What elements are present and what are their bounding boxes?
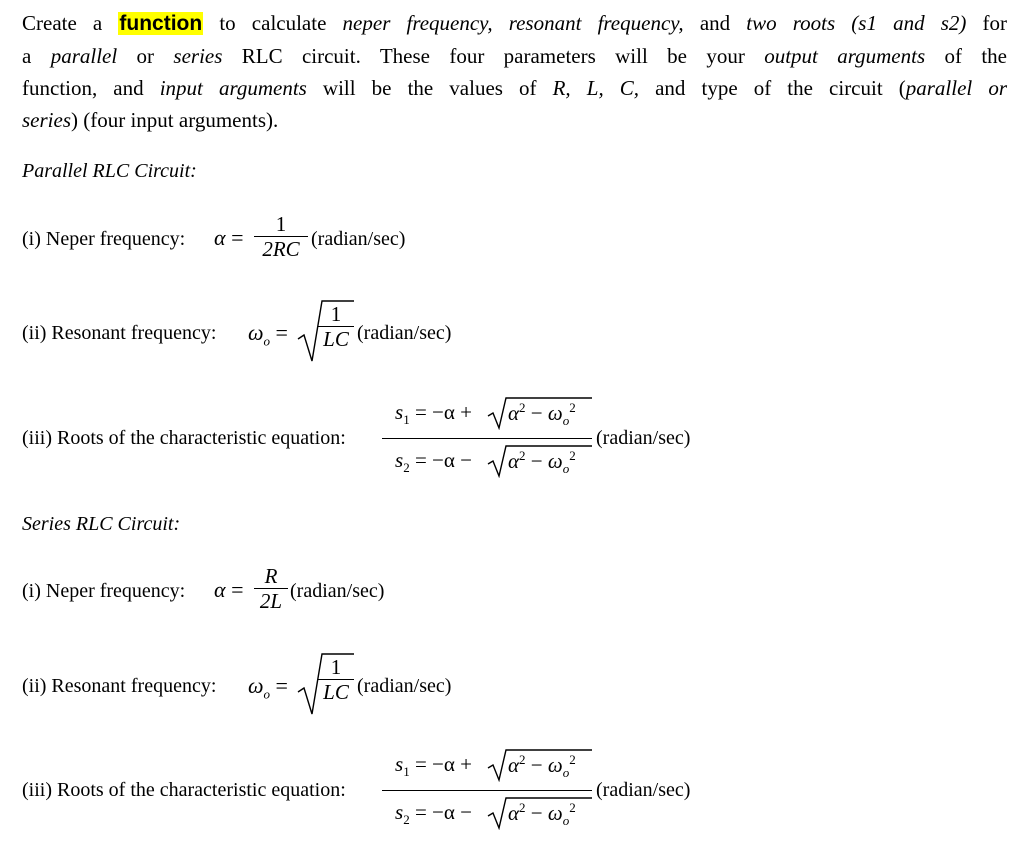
intro-text: Create a — [22, 11, 119, 35]
omega-symbol: ω — [248, 320, 264, 345]
square-exponent: 2 — [569, 800, 576, 815]
equals-sign: = — [275, 673, 288, 698]
minus-alpha: −α — [432, 800, 455, 824]
intro-text: of the — [925, 44, 1007, 68]
parallel-neper-label: (i) Neper frequency: — [22, 228, 186, 250]
fraction-numerator: 1 — [330, 302, 342, 326]
series-s2-radicand — [508, 800, 576, 829]
parallel-s1-equation — [395, 400, 472, 428]
s-symbol: s — [395, 400, 404, 424]
alpha-symbol: α — [214, 577, 226, 602]
intro-text: will be the values of — [306, 76, 553, 100]
intro-italic: R, L, C, — [552, 76, 640, 100]
plus-sign: + — [460, 400, 472, 424]
series-s1-radicand — [508, 752, 576, 781]
intro-italic: input arguments — [159, 76, 307, 100]
intro-italic: series — [22, 108, 71, 132]
series-roots-label: (iii) Roots of the characteristic equation: — [22, 779, 346, 801]
square-exponent: 2 — [569, 448, 576, 463]
intro-paragraph — [22, 7, 1007, 136]
minus-sign: − — [460, 800, 472, 824]
parallel-roots-unit: (radian/sec) — [596, 427, 691, 449]
s1-subscript: 1 — [403, 412, 410, 428]
parallel-resonant-unit: (radian/sec) — [357, 322, 452, 344]
s-symbol: s — [395, 800, 404, 824]
parallel-resonant-label: (ii) Resonant frequency: — [22, 322, 217, 344]
series-neper-fraction — [254, 564, 288, 613]
square-exponent: 2 — [519, 448, 526, 463]
equals-sign: = — [275, 320, 288, 345]
series-neper-lhs — [214, 577, 243, 603]
intro-line-1 — [22, 7, 1007, 40]
parallel-neper-fraction — [254, 212, 308, 261]
minus-alpha: −α — [432, 752, 455, 776]
omega-symbol: ω — [547, 753, 563, 777]
alpha-symbol: α — [508, 401, 520, 425]
square-exponent: 2 — [569, 400, 576, 415]
parallel-neper-unit: (radian/sec) — [311, 228, 406, 250]
series-s2-equation — [395, 800, 472, 828]
omega-subscript: o — [562, 813, 570, 829]
series-resonant-label: (ii) Resonant frequency: — [22, 675, 217, 697]
alpha-symbol: α — [508, 753, 520, 777]
intro-text: function, and — [22, 76, 160, 100]
intro-text: RLC circuit. These four parameters will be your — [222, 44, 765, 68]
intro-text: for — [966, 11, 1007, 35]
omega-subscript: o — [562, 461, 570, 477]
intro-line-4 — [22, 104, 1007, 136]
parallel-resonant-lhs — [248, 320, 288, 349]
parallel-s2-equation — [395, 448, 472, 476]
s-symbol: s — [395, 448, 404, 472]
fraction-denominator: 2RC — [262, 237, 300, 261]
parallel-heading: Parallel RLC Circuit: — [22, 160, 197, 182]
equals-sign: = — [414, 448, 427, 472]
s2-subscript: 2 — [403, 812, 410, 828]
intro-line-2 — [22, 40, 1007, 72]
minus-sign: − — [530, 449, 543, 473]
series-resonant-fraction — [318, 655, 354, 704]
parallel-resonant-fraction — [318, 302, 354, 351]
minus-sign: − — [530, 753, 543, 777]
function-keyword-highlight: function — [119, 12, 203, 35]
square-exponent: 2 — [519, 400, 526, 415]
series-s1-equation — [395, 752, 472, 780]
intro-italic: output arguments — [764, 44, 926, 68]
minus-alpha: −α — [432, 400, 455, 424]
intro-italic: two roots (s1 and s2) — [746, 11, 967, 35]
fraction-numerator: R — [264, 564, 278, 588]
omega-subscript: o — [562, 413, 570, 429]
intro-italic: parallel — [50, 44, 118, 68]
intro-text: a — [22, 44, 51, 68]
fraction-denominator: 2L — [259, 589, 283, 613]
minus-alpha: −α — [432, 448, 455, 472]
intro-italic: parallel or — [905, 76, 1007, 100]
omega-symbol: ω — [547, 449, 563, 473]
square-exponent: 2 — [569, 752, 576, 767]
minus-sign: − — [460, 448, 472, 472]
parallel-roots-label: (iii) Roots of the characteristic equation: — [22, 427, 346, 449]
minus-sign: − — [530, 801, 543, 825]
parallel-roots-bar — [382, 438, 592, 439]
parallel-s1-radicand — [508, 400, 576, 429]
intro-text: or — [117, 44, 174, 68]
omega-symbol: ω — [547, 801, 563, 825]
series-roots-bar — [382, 790, 592, 791]
fraction-denominator: LC — [323, 680, 349, 704]
intro-italic: neper frequency, resonant frequency, — [342, 11, 684, 35]
fraction-denominator: LC — [323, 327, 349, 351]
square-exponent: 2 — [519, 752, 526, 767]
intro-text: ) (four input arguments). — [71, 108, 279, 132]
intro-text: to calculate — [203, 11, 343, 35]
alpha-symbol: α — [508, 801, 520, 825]
parallel-neper-lhs — [214, 225, 243, 251]
equals-sign: = — [414, 752, 427, 776]
equals-sign: = — [414, 800, 427, 824]
fraction-numerator: 1 — [275, 212, 287, 236]
series-resonant-unit: (radian/sec) — [357, 675, 452, 697]
alpha-symbol: α — [214, 225, 226, 250]
intro-text: and type of the circuit ( — [639, 76, 906, 100]
equals-sign: = — [414, 400, 427, 424]
s-symbol: s — [395, 752, 404, 776]
equals-sign: = — [231, 577, 244, 602]
equals-sign: = — [231, 225, 244, 250]
omega-symbol: ω — [248, 673, 264, 698]
intro-text: and — [683, 11, 747, 35]
series-heading: Series RLC Circuit: — [22, 513, 181, 535]
omega-subscript: o — [263, 686, 271, 702]
intro-italic: series — [173, 44, 223, 68]
omega-symbol: ω — [547, 401, 563, 425]
plus-sign: + — [460, 752, 472, 776]
minus-sign: − — [530, 401, 543, 425]
square-exponent: 2 — [519, 800, 526, 815]
series-roots-unit: (radian/sec) — [596, 779, 691, 801]
s2-subscript: 2 — [403, 460, 410, 476]
series-neper-label: (i) Neper frequency: — [22, 580, 186, 602]
series-neper-unit: (radian/sec) — [290, 580, 385, 602]
fraction-numerator: 1 — [330, 655, 342, 679]
series-resonant-lhs — [248, 673, 288, 702]
parallel-s2-radicand — [508, 448, 576, 477]
omega-subscript: o — [562, 765, 570, 781]
intro-line-3 — [22, 72, 1007, 104]
s1-subscript: 1 — [403, 764, 410, 780]
alpha-symbol: α — [508, 449, 520, 473]
omega-subscript: o — [263, 333, 271, 349]
